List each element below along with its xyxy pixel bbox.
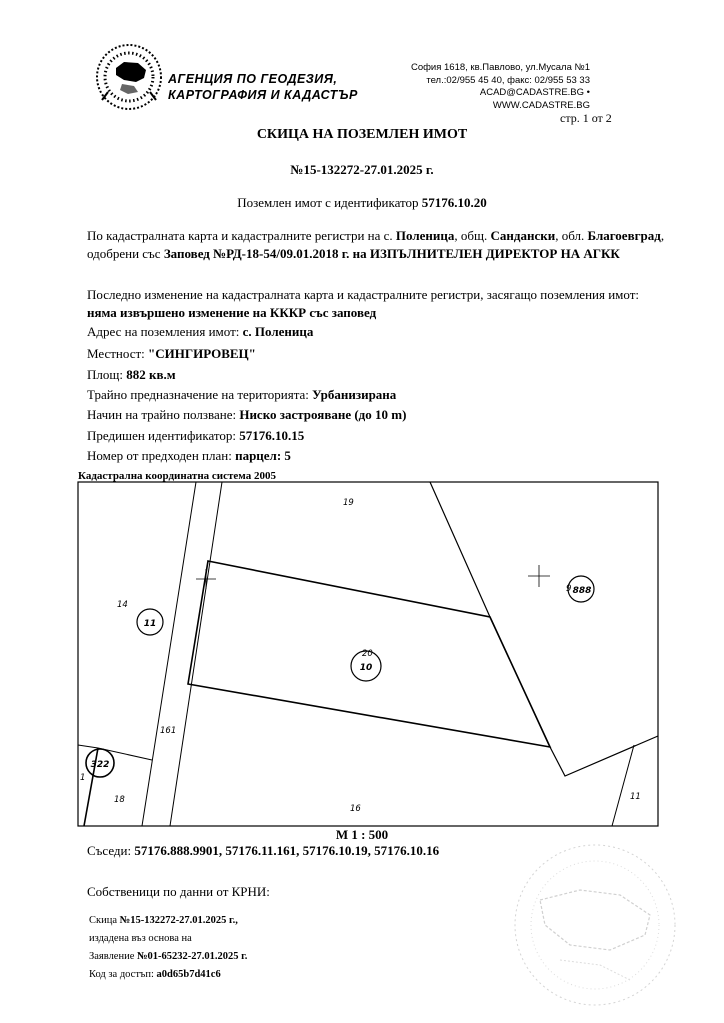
purpose-label: Трайно предназначение на територията: — [87, 387, 309, 402]
area-label: Площ: — [87, 367, 123, 382]
coordinate-system-label: Кадастрална координатна система 2005 — [78, 470, 276, 482]
document-title: СКИЦА НА ПОЗЕМЛЕН ИМОТ — [256, 127, 468, 142]
parcel-label: 14 — [117, 600, 128, 610]
region-name: Благоевград — [587, 228, 661, 243]
owners-label: Собственици по данни от КРНИ: — [87, 884, 270, 899]
svg-text:КАРТОГРАФИЯ И КАДАСТЪР: КАРТОГРАФИЯ И КАДАСТЪР — [168, 88, 358, 102]
official-stamp — [510, 840, 680, 1010]
address-line: София 1618, кв.Павлово, ул.Мусала №1 — [410, 62, 590, 73]
parcel-11-boundary — [612, 745, 634, 826]
area-value: 882 кв.м — [126, 367, 176, 382]
previous-id-label: Предишен идентификатор: — [87, 428, 237, 443]
footer-application-number: №01-65232-27.01.2025 г. — [137, 951, 248, 962]
footer-issued-line: издадена въз основа на — [89, 933, 192, 944]
footer-sketch-line — [89, 912, 389, 930]
usage-value: Ниско застрояване (до 10 m) — [239, 407, 407, 422]
phone-line: тел.:02/955 45 40, факс: 02/955 53 33 — [426, 74, 590, 86]
parcel-circle-label: 322 — [90, 760, 110, 770]
intro-text: , одобрени със — [87, 228, 665, 261]
parcel-label: 16 — [350, 804, 361, 814]
last-change-value: няма извършено изменение на КККР със заповед — [87, 305, 377, 320]
parcel-circle-label: 10 — [359, 663, 373, 673]
road-boundary-right — [170, 482, 222, 826]
svg-text:АГЕНЦИЯ ПО ГЕОДЕЗИЯ,: АГЕНЦИЯ ПО ГЕОДЕЗИЯ, — [168, 72, 338, 86]
plan-scale: М 1 : 500 — [335, 827, 389, 842]
footer-text: Заявление — [89, 951, 135, 962]
parcel-circle-label: 11 — [143, 619, 157, 629]
intro-text: По кадастралната карта и кадастралните регистри на с. — [87, 228, 393, 243]
village-name: Поленица — [395, 228, 455, 243]
page-number: стр. 1 от 2 — [560, 111, 612, 125]
usage-label: Начин на трайно ползване: — [87, 407, 237, 422]
parcel-label: 20 — [362, 649, 373, 659]
grid-cross-mark — [528, 565, 550, 587]
parcel-322-boundary — [78, 745, 152, 760]
neighbors-value: 57176.888.9901, 57176.11.161, 57176.10.19, 57176.10.16 — [134, 843, 440, 858]
address-label: Адрес на поземления имот: — [87, 324, 240, 339]
footer-sketch-number: №15-132272-27.01.2025 г., — [119, 915, 238, 926]
parcel-label: 161 — [160, 726, 177, 736]
access-code-value: a0d65b7d41c6 — [156, 969, 221, 980]
intro-text: , обл. — [555, 228, 585, 243]
parcel-circle-label: 888 — [572, 586, 592, 596]
grid-cross-mark — [196, 569, 216, 589]
previous-id-value: 57176.10.15 — [239, 428, 305, 443]
intro-text: , общ. — [454, 228, 488, 243]
approval-order: Заповед №РД-18-54/09.01.2018 г. на ИЗПЪЛНИТЕЛЕН ДИРЕКТОР НА АГКК — [163, 246, 620, 261]
property-id: 57176.10.20 — [421, 195, 487, 210]
road-boundary-left — [142, 482, 196, 826]
previous-plan-label: Номер от предходен план: — [87, 448, 232, 463]
municipality-name: Сандански — [490, 228, 556, 243]
neighbors-row — [87, 843, 439, 859]
last-change-label: Последно изменение на кадастралната карта и кадастралните регистри, засягащо поземления имот: — [87, 287, 640, 302]
footer-text: Скица — [89, 915, 118, 926]
access-code-label: Код за достъп: — [89, 969, 154, 980]
neighbors-label: Съседи: — [87, 843, 132, 858]
locality-value: "СИНГИРОВЕЦ" — [148, 346, 256, 361]
address-value: с. Поленица — [242, 324, 314, 339]
document-number: №15-132272-27.01.2025 г. — [290, 162, 434, 177]
parcel-label: 1 — [80, 773, 86, 783]
parcel-label: 18 — [114, 795, 125, 805]
parcel-label: 19 — [343, 498, 354, 508]
parcel-label: 11 — [630, 792, 641, 802]
locality-label: Местност: — [87, 346, 145, 361]
footer-application-line — [89, 948, 389, 966]
email-web-line: ACAD@CADASTRE.BG • WWW.CADASTRE.BG — [479, 87, 590, 111]
purpose-value: Урбанизирана — [312, 387, 397, 402]
property-prefix: Поземлен имот с идентификатор — [237, 195, 419, 210]
footer-access-line — [89, 966, 389, 984]
previous-plan-value: парцел: 5 — [235, 448, 291, 463]
parcel-label: 9 — [566, 584, 572, 594]
